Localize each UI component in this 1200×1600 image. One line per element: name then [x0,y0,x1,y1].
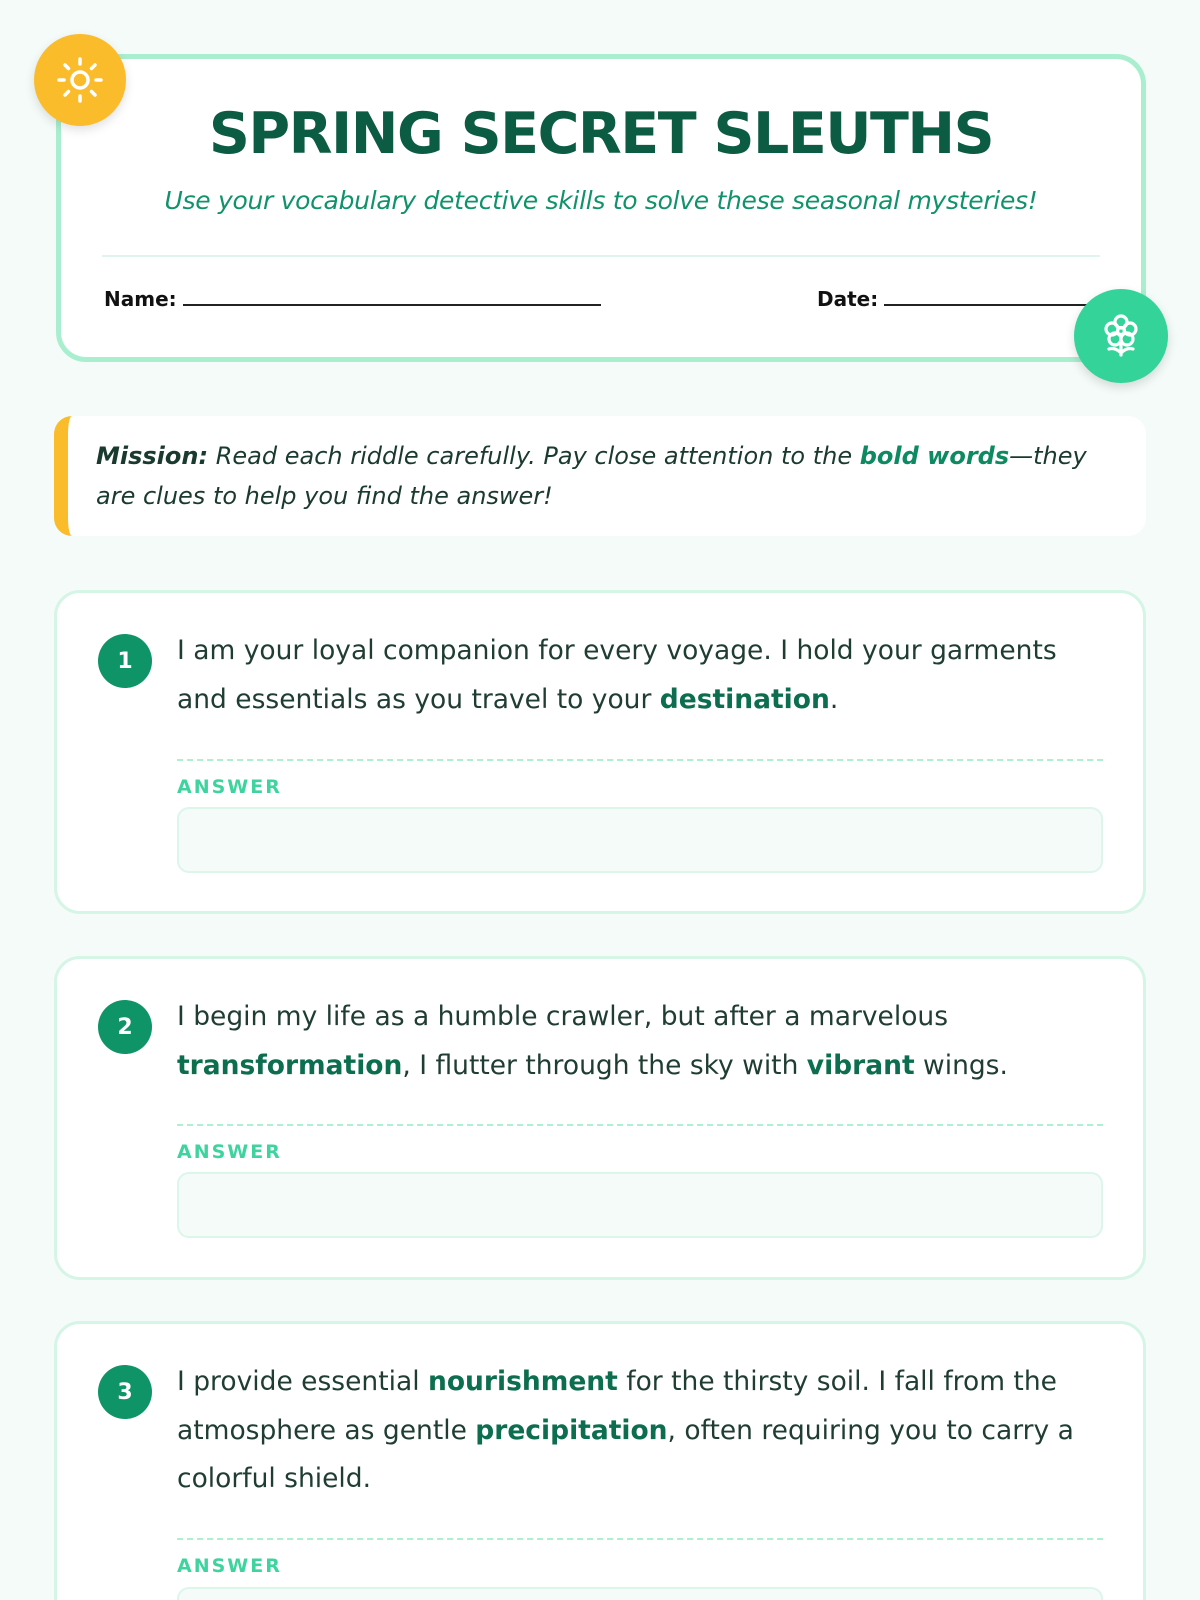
answer-input[interactable] [177,1172,1103,1238]
answer-label: ANSWER [177,1555,282,1577]
date-label: Date: [817,287,879,311]
page-subtitle: Use your vocabulary detective skills to solve these seasonal mysteries! [164,186,1038,215]
date-blank-line[interactable] [884,286,1089,306]
riddle-text-segment: I begin my life as a humble crawler, but after a marvelous [177,1001,949,1032]
answer-divider [177,759,1103,761]
clue-word: destination [659,683,830,715]
name-field[interactable] [104,286,601,311]
flower-icon [1096,311,1146,361]
date-field[interactable] [817,286,1089,311]
answer-input[interactable] [177,1587,1103,1600]
clue-word: vibrant [806,1049,915,1081]
riddle-text-segment: , often requiring you to carry a colorful shield. [177,1414,1074,1494]
answer-divider [177,1538,1103,1540]
riddle-text-segment: , I flutter through the sky with [402,1049,807,1081]
sun-badge [34,34,126,126]
riddle-number-badge: 1 [98,634,152,688]
answer-label: ANSWER [177,776,282,798]
riddle-text-segment: I provide essential [177,1366,428,1397]
riddle-text-segment: wings. [914,1049,1008,1081]
riddle-number-badge: 3 [98,1365,152,1419]
flower-badge [1074,289,1168,383]
answer-divider [177,1124,1103,1126]
name-blank-line[interactable] [183,286,601,306]
answer-input[interactable] [177,807,1103,873]
riddle-text [177,993,1103,1090]
name-label: Name: [104,287,177,311]
riddle-card [54,590,1146,914]
riddle-card [54,956,1146,1280]
page-title: SPRING SECRET SLEUTHS [208,101,994,167]
riddle-text [177,627,1103,724]
riddle-card [54,1321,1146,1600]
riddle-text-segment: I am your loyal companion for every voyage. I hold your garments and essentials as you travel to your [177,635,1057,715]
mission-callout [54,416,1146,536]
riddle-text-segment: . [829,683,839,715]
clue-word: transformation [177,1049,403,1081]
answer-label: ANSWER [177,1141,282,1163]
header-card [56,54,1146,362]
sun-icon [55,55,105,105]
mission-bold-words: bold words [859,442,1010,470]
clue-word: nourishment [427,1366,618,1397]
riddle-text [177,1358,1103,1504]
mission-lead: Mission: [96,442,209,470]
student-fields [104,286,1098,316]
riddle-number-badge: 2 [98,1000,152,1054]
mission-text-end: —they are clues to help you find the answer! [96,442,1087,510]
clue-word: precipitation [475,1414,668,1446]
header-divider [102,255,1100,257]
mission-text: Read each riddle carefully. Pay close attention to the [208,442,860,470]
riddle-text-segment: for the thirsty soil. I fall from the atmosphere as gentle [177,1366,1057,1446]
